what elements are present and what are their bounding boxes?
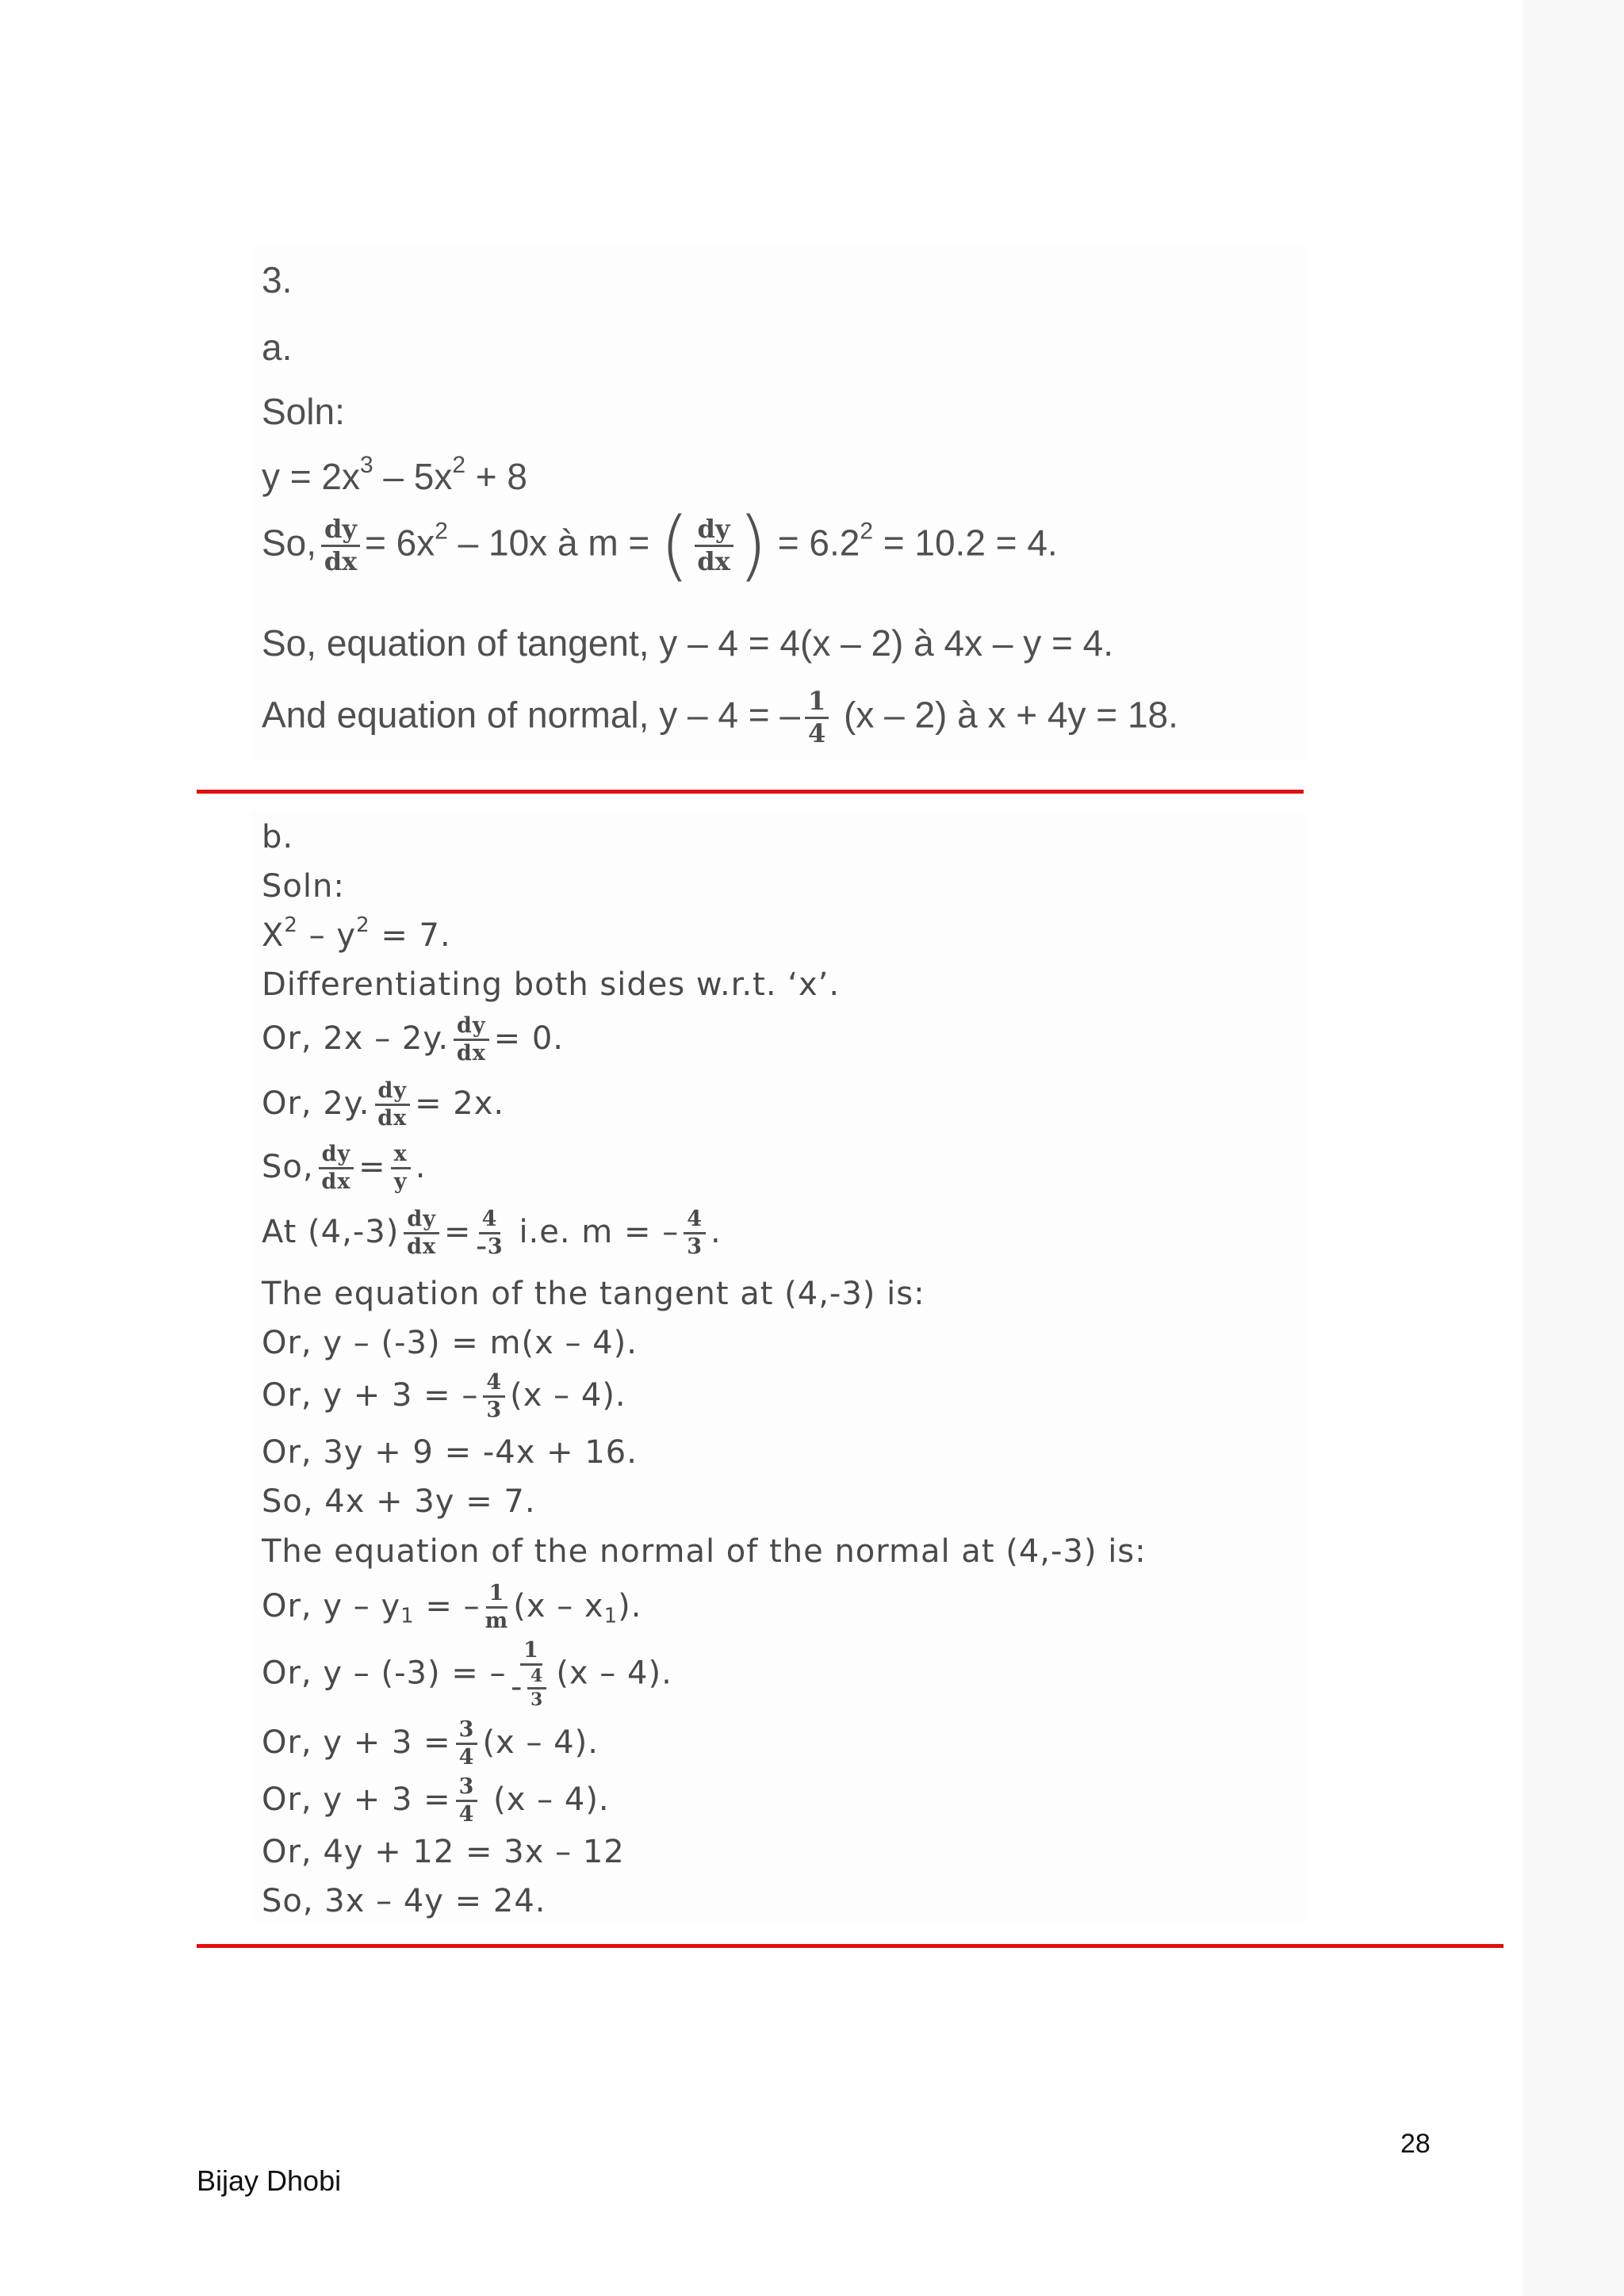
fraction-four-thirds: $\frac{4}{3}$ [483,1372,505,1422]
equation-derivative: So, $\frac{dy}{dx}$ = $6x^2 - 10x$ à m = ( $\frac{dy}{dx}$ ) = $6.2^2 = 10.2 = 4$. [262,501,1058,590]
tangent-heading: The equation of the tangent at (4,-3) is: [262,1276,925,1312]
tangent-step-2: Or, y + 3 = – $\frac{4}{3}$ (x – 4). [262,1370,626,1423]
step-at-point: At (4,-3) $\frac{dy}{dx}$ = $\frac{4}{-3}$ i.e. m = – $\frac{4}{3}$ . [262,1207,722,1260]
step-so-1: So, $\frac{dy}{dx}$ = $\frac{x}{y}$ . [262,1142,427,1195]
tangent-step-1: Or, y – (-3) = m(x – 4). [262,1325,638,1361]
divider-line [197,790,1304,794]
fraction-dy-dx: $\frac{dy}{dx}$ [321,516,360,575]
normal-heading: The equation of the normal of the normal at (4,-3) is: [262,1533,1147,1570]
fraction-dy-dx: $\frac{dy}{dx}$ [319,1143,354,1194]
normal-step-3: Or, y + 3 = $\frac{3}{4}$ (x – 4). [262,1717,599,1770]
normal-step-1: Or, y – $y_1$ = – $\frac{1}{m}$ $(x - x_1)$. [262,1581,642,1634]
part-b-soln-label: Soln: [262,868,345,905]
footer-author: Bijay Dhobi [197,2164,342,2197]
fraction-dy-dx: $\frac{dy}{dx}$ [375,1080,411,1131]
page-number: 28 [1400,2129,1431,2159]
fraction-dy-dx: $\frac{dy}{dx}$ [695,516,733,575]
fraction-dy-dx: $\frac{dy}{dx}$ [404,1208,439,1259]
step-or-1: Or, 2x – 2y. $\frac{dy}{dx}$ = 0. [262,1013,565,1066]
fraction-x-over-y: $\frac{x}{y}$ [391,1143,411,1194]
differentiation-note: Differentiating both sides w.r.t. ‘x’. [262,966,841,1003]
fraction-four-thirds-inner: $\frac{4}{3}$ [527,1667,546,1709]
part-b-label: b. [262,819,294,855]
part-a-soln-label: Soln: [262,391,345,432]
part-a-label: a. [262,327,293,368]
step-or-2: Or, 2y. $\frac{dy}{dx}$ = 2x. [262,1078,505,1131]
fraction-dy-dx: $\frac{dy}{dx}$ [454,1015,489,1066]
fraction-complex: 1 – $\frac{4}{3}$ [511,1640,552,1710]
fraction-slope-value: $\frac{4}{-3}$ [476,1207,504,1260]
page-edge-shade [1522,0,1624,2296]
fraction-three-quarters: $\frac{3}{4}$ [456,1776,478,1827]
tangent-step-3: Or, 3y + 9 = -4x + 16. [262,1434,638,1471]
fraction-three-quarters: $\frac{3}{4}$ [456,1719,478,1770]
normal-step-4: Or, y + 3 = $\frac{3}{4}$ (x – 4). [262,1774,610,1827]
fraction-one-quarter: $\frac{1}{4}$ [805,688,829,747]
solution-a-image-block [252,246,1307,761]
normal-step-5: Or, 4y + 12 = 3x – 12 [262,1834,625,1870]
normal-step-2: Or, y – (-3) = – 1 – $\frac{4}{3}$ (x – 4). [262,1638,672,1711]
fraction-four-thirds: $\frac{4}{3}$ [684,1208,706,1259]
problem-number: 3. [262,259,293,300]
fraction-one-over-m: $\frac{1}{m}$ [485,1581,509,1634]
tangent-step-4: So, 4x + 3y = 7. [262,1483,536,1520]
normal-step-6: So, 3x – 4y = 24. [262,1883,546,1919]
equation-y: $y = 2x^3 - 5x^2 + 8$ [262,452,528,497]
equation-tangent: So, equation of tangent, y – 4 = 4(x – 2) à 4x – y = 4. [262,622,1114,664]
equation-normal: And equation of normal, y – 4 = – $\frac{1}{4}$ (x – 2) à x + 4y = 18. [262,686,1178,748]
divider-line [197,1944,1503,1948]
equation-given: $X^2 - y^2 = 7$. [262,913,451,954]
